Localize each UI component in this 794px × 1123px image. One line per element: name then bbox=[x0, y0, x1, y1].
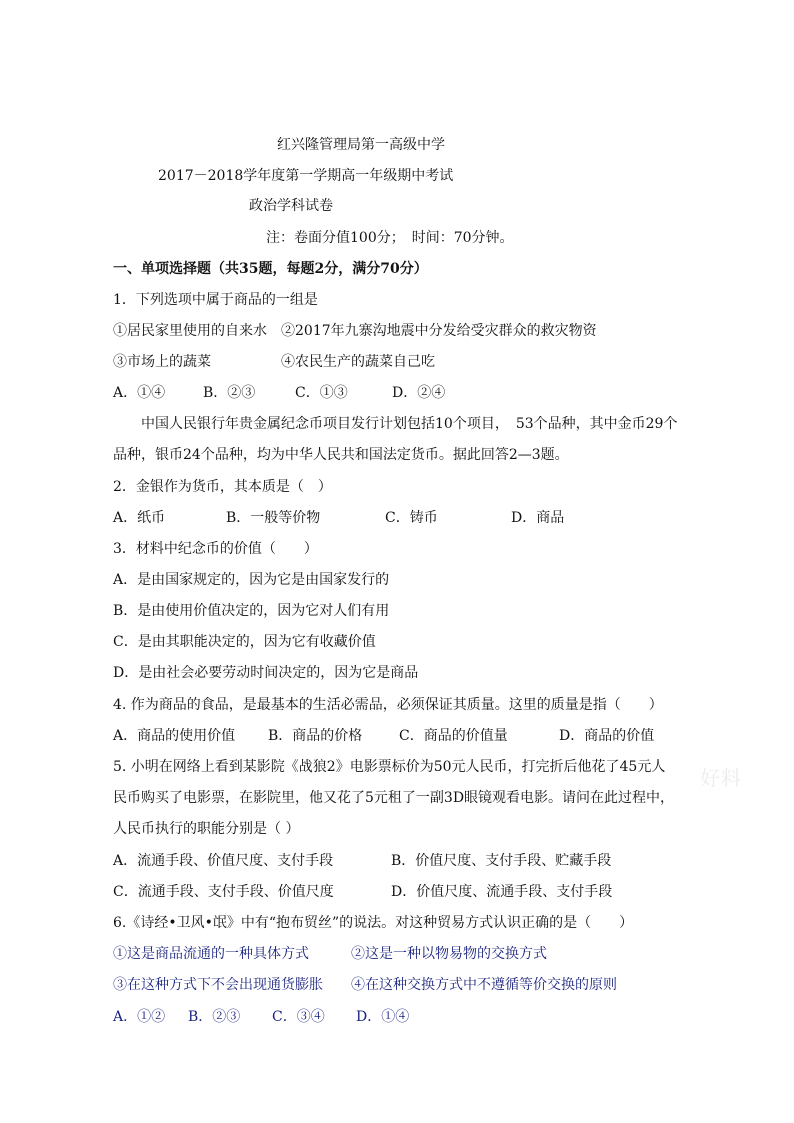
q5-option-b: B．价值尺度、支付手段、贮藏手段 bbox=[391, 853, 612, 869]
q5-line-2: 民币购买了电影票，在影院里，他又花了5元租了一副3D眼镜观看电影。请问在此过程中， bbox=[113, 790, 675, 806]
q5-line-1: 5. 小明在网络上看到某影院《战狼2》电影票标价为50元人民币，打完折后他花了45元人 bbox=[113, 759, 666, 775]
q1-stem: 1．下列选项中属于商品的一组是 bbox=[113, 292, 318, 308]
q6-stem: 6.《诗经•卫风•氓》中有“抱布贸丝”的说法。对这种贸易方式认识正确的是（ ） bbox=[113, 915, 634, 931]
q1-option-d: D．②④ bbox=[392, 385, 446, 401]
subject-title: 政治学科试卷 bbox=[249, 198, 333, 214]
material-line-1: 中国人民银行年贵金属纪念币项目发行计划包括10个项目， 53个品种，其中金币29个 bbox=[141, 416, 678, 432]
q3-option-b: B．是由使用价值决定的，因为它对人们有用 bbox=[113, 603, 390, 619]
q6-item-2: ②这是一种以物易物的交换方式 bbox=[351, 946, 547, 962]
q5-option-c: C．流通手段、支付手段、价值尺度 bbox=[113, 884, 334, 900]
q1-item-4: ④农民生产的蔬菜自己吃 bbox=[281, 354, 435, 370]
q6-option-a: A．①② bbox=[113, 1009, 166, 1025]
q4-option-c: C．商品的价值量 bbox=[399, 728, 508, 744]
q4-option-a: A．商品的使用价值 bbox=[113, 728, 236, 744]
q6-option-c: C．③④ bbox=[272, 1009, 325, 1025]
q6-item-1: ①这是商品流通的一种具体方式 bbox=[113, 946, 309, 962]
q6-item-4: ④在这种交换方式中不遵循等价交换的原则 bbox=[351, 977, 617, 993]
q2-option-a: A．纸币 bbox=[113, 510, 166, 526]
q4-stem: 4. 作为商品的食品，是最基本的生活必需品，必须保证其质量。这里的质量是指（ ） bbox=[113, 697, 663, 713]
q1-option-c: C．①③ bbox=[295, 385, 348, 401]
exam-note: 注：卷面分值100分； 时间：70分钟。 bbox=[266, 230, 514, 246]
q1-option-a: A．①④ bbox=[113, 385, 166, 401]
exam-title: 2017－2018学年度第一学期高一年级期中考试 bbox=[158, 168, 454, 184]
q2-stem: 2．金银作为货币，其本质是（ ） bbox=[113, 479, 332, 495]
q2-option-b: B．一般等价物 bbox=[226, 510, 321, 526]
q5-option-a: A．流通手段、价值尺度、支付手段 bbox=[113, 853, 334, 869]
q5-line-3: 人民币执行的职能分别是（ ） bbox=[113, 821, 300, 837]
q3-option-c: C．是由其职能决定的，因为它有收藏价值 bbox=[113, 634, 376, 650]
material-line-2: 品种，银币24个品种，均为中华人民共和国法定货币。据此回答2—3题。 bbox=[113, 447, 569, 463]
q6-item-3: ③在这种方式下不会出现通货膨胀 bbox=[113, 977, 323, 993]
q2-option-c: C．铸币 bbox=[385, 510, 438, 526]
q1-item-1: ①居民家里使用的自来水 bbox=[113, 323, 267, 339]
q2-option-d: D．商品 bbox=[511, 510, 565, 526]
q3-stem: 3．材料中纪念币的价值（ ） bbox=[113, 541, 318, 557]
q1-item-2: ②2017年九寨沟地震中分发给受灾群众的救灾物资 bbox=[281, 323, 597, 339]
q3-option-d: D．是由社会必要劳动时间决定的，因为它是商品 bbox=[113, 665, 419, 681]
q4-option-d: D．商品的价值 bbox=[559, 728, 655, 744]
q4-option-b: B．商品的价格 bbox=[268, 728, 363, 744]
q5-option-d: D．价值尺度、流通手段、支付手段 bbox=[391, 884, 613, 900]
q1-item-3: ③市场上的蔬菜 bbox=[113, 354, 211, 370]
q6-option-b: B．②③ bbox=[188, 1009, 241, 1025]
q3-option-a: A．是由国家规定的，因为它是由国家发行的 bbox=[113, 572, 390, 588]
section-title: 一、单项选择题（共35题，每题2分，满分70分） bbox=[113, 261, 428, 277]
q6-option-d: D．①④ bbox=[356, 1009, 410, 1025]
watermark: 好料 bbox=[700, 766, 742, 790]
q1-option-b: B．②③ bbox=[203, 385, 256, 401]
school-title: 红兴隆管理局第一高级中学 bbox=[277, 137, 445, 153]
